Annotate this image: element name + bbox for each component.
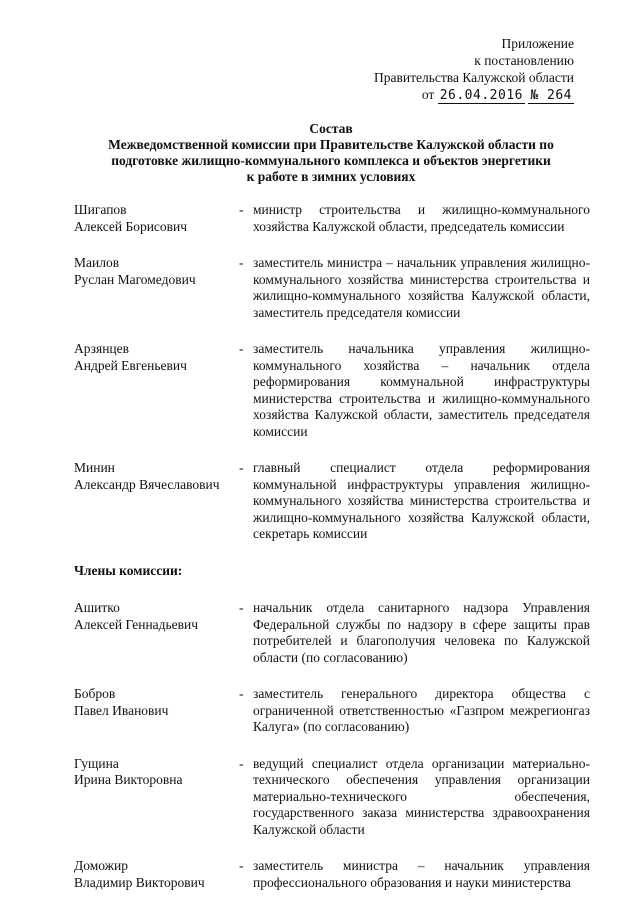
- list-item-secretary: [74, 460, 590, 543]
- list-item-chair: [74, 202, 590, 235]
- header-appendix: Приложение: [501, 36, 574, 51]
- person-given-name: Александр Вячеславович: [74, 476, 220, 492]
- person-surname: Гущина: [74, 755, 119, 771]
- person-surname: Ашитко: [74, 600, 120, 615]
- person-given-name: Андрей Евгеньевич: [74, 357, 187, 373]
- header-to-resolution: к постановлению: [474, 53, 574, 68]
- person-name: [74, 756, 239, 839]
- person-given-name: Алексей Геннадьевич: [74, 616, 199, 632]
- person-given-name: Руслан Магомедович: [74, 271, 196, 287]
- person-role: министр строительства и жилищно-коммунального хозяйства Калужской области, председатель комиссии: [253, 202, 590, 234]
- list-item: [74, 600, 590, 666]
- dash-separator: -: [239, 460, 244, 475]
- title-line-2: Межведомственной комиссии при Правительстве Калужской области по: [108, 137, 554, 152]
- person-surname: Арзянцев: [74, 341, 130, 356]
- person-name: [74, 255, 239, 321]
- person-surname: Минин: [74, 460, 115, 475]
- person-given-name: Павел Иванович: [74, 702, 169, 718]
- header-government: Правительства Калужской области: [373, 70, 574, 85]
- person-given-name: Владимир Викторович: [74, 874, 205, 890]
- title-line-3: подготовке жилищно-коммунального комплекса и объектов энергетики: [111, 153, 551, 168]
- person-name: [74, 341, 239, 440]
- person-name: [74, 600, 239, 666]
- title-line-4: к работе в зимних условиях: [246, 169, 416, 184]
- person-role: начальник отдела санитарного надзора Управления Федеральной службы по надзору в сфере защиты прав потребителей и благополучия человека по Калужской области (по согласованию): [253, 600, 590, 665]
- person-role: ведущий специалист отдела организации материально-технического обеспечения управления организации материально-технического обеспечения, государственного заказа министерства здравоохранения Калужской области: [253, 755, 590, 837]
- date-prefix: от: [421, 87, 435, 102]
- members-heading: Члены комиссии:: [74, 562, 183, 578]
- list-item: [74, 858, 590, 891]
- dash-separator: -: [239, 202, 244, 217]
- commission-list: [74, 202, 590, 911]
- person-role: главный специалист отдела реформирования коммунальной инфраструктуры управления жилищно-коммунального хозяйства министерства строительства и жилищно-коммунального хозяйства Калужской области, секретарь комиссии: [253, 460, 590, 541]
- title-composition: Состав: [309, 121, 353, 136]
- dash-separator: -: [239, 255, 244, 270]
- person-name: [74, 686, 239, 736]
- person-surname: Шигапов: [74, 202, 127, 217]
- person-name: [74, 202, 239, 235]
- person-surname: Бобров: [74, 686, 116, 701]
- list-item: [74, 686, 590, 736]
- list-item-deputy-chair-2: [74, 341, 590, 440]
- person-surname: Доможир: [74, 858, 128, 873]
- dash-separator: -: [239, 341, 244, 356]
- person-role: заместитель начальника управления жилищно-коммунального хозяйства – начальник отдела реформирования коммунальной инфраструктуры министерства строительства и жилищно-коммунального хозяйства Калужской области, заместитель председателя комиссии: [253, 341, 590, 439]
- person-given-name: Ирина Викторовна: [74, 772, 183, 787]
- list-item-deputy-chair-1: [74, 255, 590, 321]
- resolution-number: № 264: [530, 88, 572, 103]
- dash-separator: -: [239, 755, 244, 771]
- person-role: заместитель генерального директора общества с ограниченной ответственностью «Газпром межрегионгаз Калуга» (по согласованию): [253, 686, 590, 734]
- person-surname: Маилов: [74, 255, 120, 270]
- header-date-line: [374, 86, 574, 104]
- person-role: заместитель министра – начальник управления жилищно-коммунального хозяйства министерства строительства и жилищно-коммунального хозяйства Калужской области, заместитель председателя комиссии: [253, 255, 590, 320]
- date-value: 26.04.2016: [439, 88, 523, 103]
- person-name: [74, 858, 239, 891]
- person-role: заместитель министра – начальник управления профессионального образования и науки министерства: [253, 858, 590, 890]
- person-given-name: Алексей Борисович: [74, 218, 188, 234]
- dash-separator: -: [239, 686, 244, 701]
- list-item: [74, 756, 590, 839]
- dash-separator: -: [239, 858, 244, 873]
- dash-separator: -: [239, 600, 244, 615]
- person-name: [74, 460, 239, 543]
- document-title: [70, 121, 592, 185]
- document-header: [374, 35, 574, 104]
